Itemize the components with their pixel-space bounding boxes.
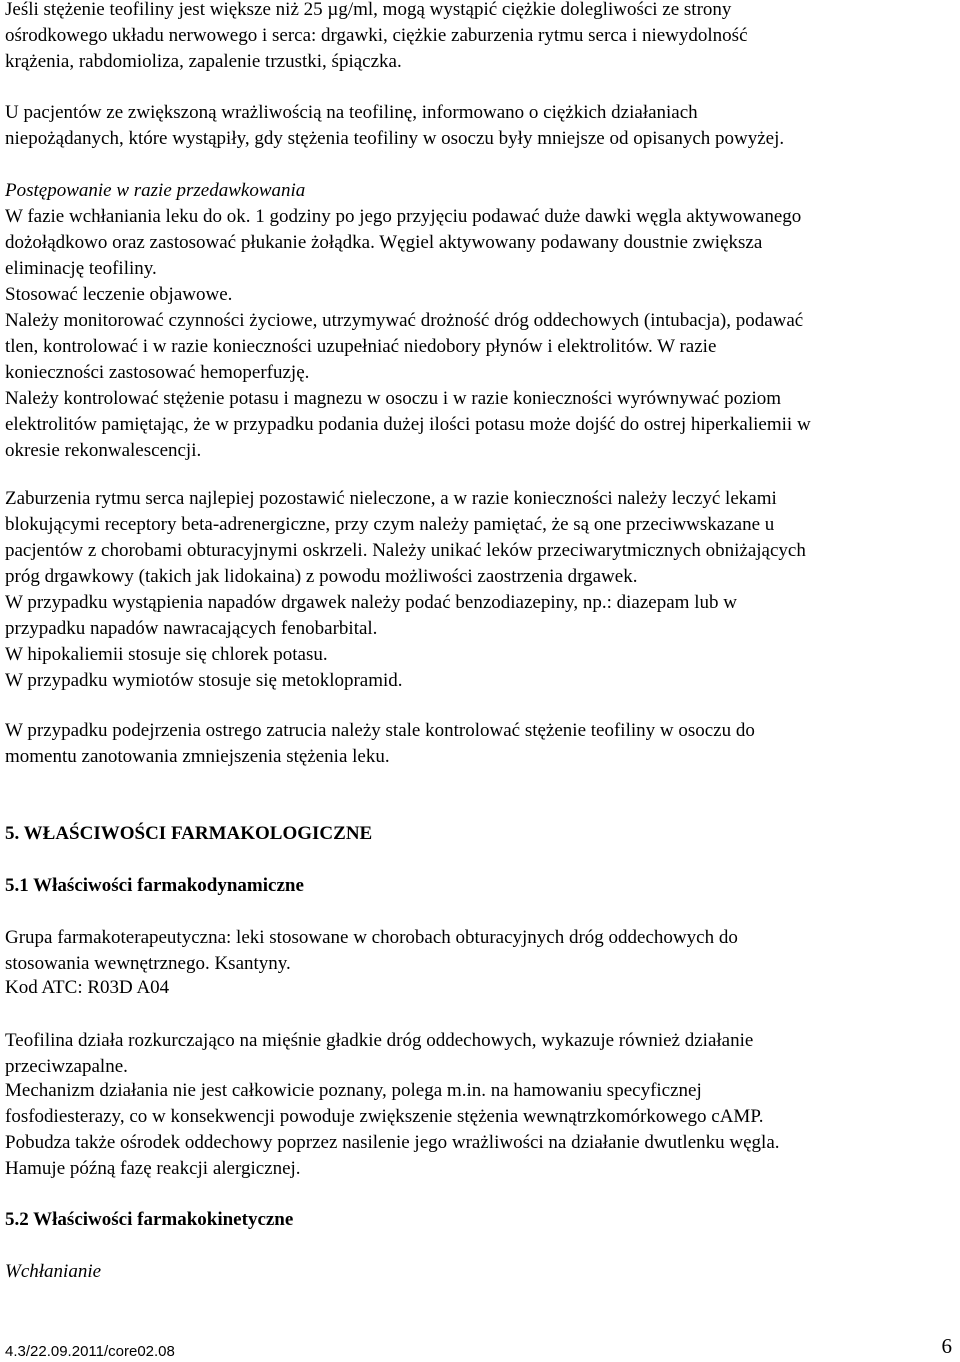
management-text-line: Należy kontrolować stężenie potasu i magnezu w osoczu i w razie konieczności wyrównywać poziom	[5, 388, 782, 409]
arrhythmia-text-line: W hipokaliemii stosuje się chlorek potasu.	[5, 644, 328, 665]
pharmacodynamics-text-line: stosowania wewnętrznego. Ksantyny.	[5, 953, 291, 974]
mechanism-text-line: Hamuje późną fazę reakcji alergicznej.	[5, 1158, 301, 1179]
management-text-line: W fazie wchłaniania leku do ok. 1 godziny po jego przyjęciu podawać duże dawki węgla aktywowanego	[5, 206, 802, 227]
poisoning-text-line: momentu zanotowania zmniejszenia stężenia leku.	[5, 746, 390, 767]
mechanism-text-line: Pobudza także ośrodek oddechowy poprzez nasilenie jego wrażliwości na działanie dwutlenku węgla.	[5, 1132, 780, 1153]
arrhythmia-text-line: blokującymi receptory beta-adrenergiczne, przy czym należy pamiętać, że są one przeciwwskazane u	[5, 514, 775, 535]
footer-document-code: 4.3/22.09.2011/core02.08	[5, 1343, 175, 1360]
arrhythmia-text-line: próg drgawkowy (takich jak lidokaina) z powodu możliwości zaostrzenia drgawek.	[5, 566, 638, 587]
arrhythmia-text-line: przypadku napadów nawracających fenobarbital.	[5, 618, 378, 639]
absorption-subheading: Wchłanianie	[5, 1261, 102, 1282]
section-heading-5-2: 5.2 Właściwości farmakokinetyczne	[5, 1209, 294, 1230]
sensitivity-text-line: niepożądanych, które wystąpiły, gdy stężenia teofiliny w osoczu były mniejsze od opisanych powyżej.	[5, 128, 785, 149]
management-text-line: okresie rekonwalescencji.	[5, 440, 202, 461]
section-heading-5: 5. WŁAŚCIWOŚCI FARMAKOLOGICZNE	[5, 823, 373, 844]
management-text-line: Należy monitorować czynności życiowe, utrzymywać drożność dróg oddechowych (intubacja), podawać	[5, 310, 804, 331]
mechanism-text-line: przeciwzapalne.	[5, 1056, 128, 1077]
overdose-text-line: Jeśli stężenie teofiliny jest większe niż 25 µg/ml, mogą wystąpić ciężkie dolegliwości ze strony	[5, 0, 732, 20]
pharmacodynamics-text-line: Grupa farmakoterapeutyczna: leki stosowane w chorobach obturacyjnych dróg oddechowych do	[5, 927, 738, 948]
section-heading-5-1: 5.1 Właściwości farmakodynamiczne	[5, 875, 304, 896]
arrhythmia-text-line: Zaburzenia rytmu serca najlepiej pozostawić nieleczone, a w razie konieczności należy leczyć lekami	[5, 488, 777, 509]
management-text-line: dożołądkowo oraz zastosować płukanie żołądka. Węgiel aktywowany podawany doustnie zwiększa	[5, 232, 763, 253]
overdose-text-line: krążenia, rabdomioliza, zapalenie trzustki, śpiączka.	[5, 51, 402, 72]
arrhythmia-text-line: W przypadku wystąpienia napadów drgawek należy podać benzodiazepiny, np.: diazepam lub w	[5, 592, 737, 613]
management-text-line: Stosować leczenie objawowe.	[5, 284, 233, 305]
poisoning-text-line: W przypadku podejrzenia ostrego zatrucia należy stale kontrolować stężenie teofiliny w osoczu do	[5, 720, 755, 741]
overdose-management-subheading: Postępowanie w razie przedawkowania	[5, 180, 306, 201]
management-text-line: eliminację teofiliny.	[5, 258, 157, 279]
arrhythmia-text-line: W przypadku wymiotów stosuje się metoklopramid.	[5, 670, 403, 691]
management-text-line: tlen, kontrolować i w razie konieczności uzupełniać niedobory płynów i elektrolitów. W razie	[5, 336, 717, 357]
sensitivity-text-line: U pacjentów ze zwiększoną wrażliwością na teofilinę, informowano o ciężkich działaniach	[5, 102, 698, 123]
mechanism-text-line: fosfodiesterazy, co w konsekwencji powoduje zwiększenie stężenia wewnątrzkomórkowego cAMP.	[5, 1106, 764, 1127]
mechanism-text-line: Teofilina działa rozkurczająco na mięśnie gładkie dróg oddechowych, wykazuje również działanie	[5, 1030, 754, 1051]
arrhythmia-text-line: pacjentów z chorobami obturacyjnymi oskrzeli. Należy unikać leków przeciwarytmicznych obniżających	[5, 540, 806, 561]
mechanism-text-line: Mechanizm działania nie jest całkowicie poznany, polega m.in. na hamowaniu specyficznej	[5, 1080, 702, 1101]
atc-code-line: Kod ATC: R03D A04	[5, 977, 170, 998]
footer-page-number: 6	[941, 1334, 952, 1358]
management-text-line: konieczności zastosować hemoperfuzję.	[5, 362, 310, 383]
overdose-text-line: ośrodkowego układu nerwowego i serca: drgawki, ciężkie zaburzenia rytmu serca i niewydolność	[5, 25, 748, 46]
management-text-line: elektrolitów pamiętając, że w przypadku podania dużej ilości potasu może dojść do ostrej hiperkaliemii w	[5, 414, 811, 435]
